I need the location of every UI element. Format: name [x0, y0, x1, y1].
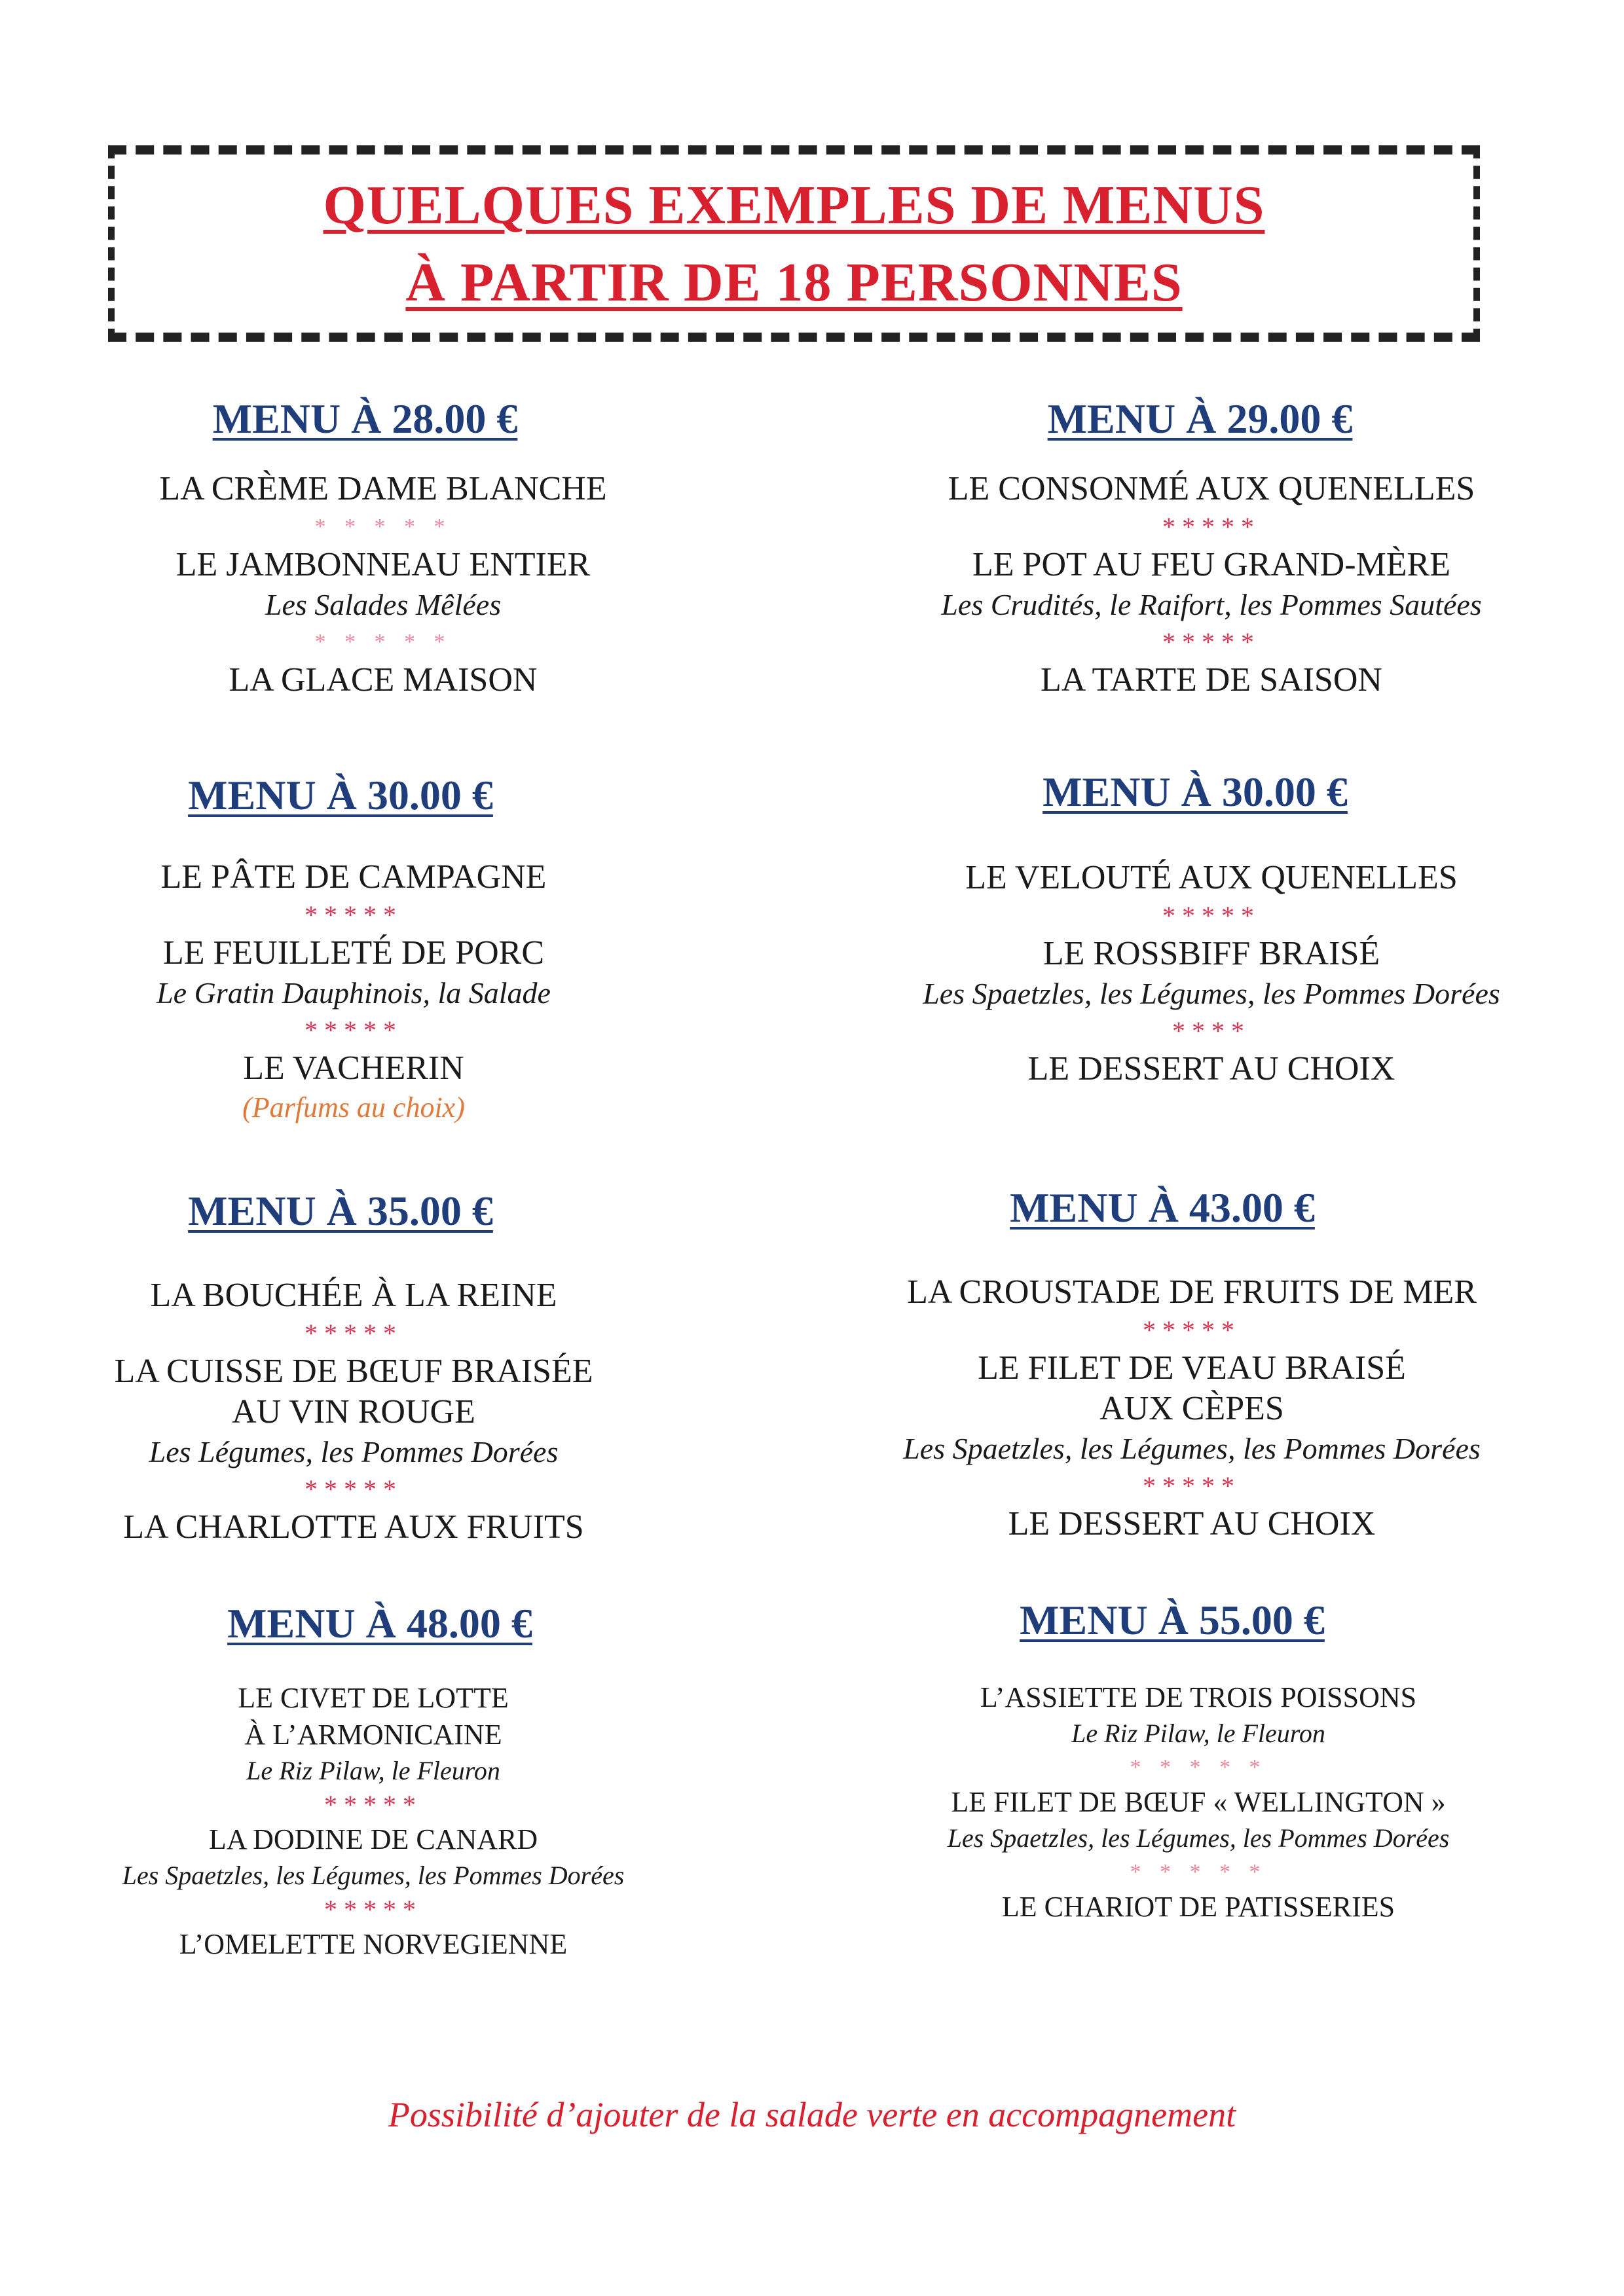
title-line-2: À PARTIR DE 18 PERSONNES	[405, 252, 1183, 313]
separator: *****	[1143, 1471, 1241, 1501]
menu-heading: MENU À 29.00 €	[1047, 395, 1353, 442]
separator: * * * * *	[314, 630, 452, 654]
main-course-line-2: AUX CÈPES	[1099, 1390, 1284, 1427]
main-side: Le Gratin Dauphinois, la Salade	[157, 976, 551, 1010]
menu-35	[39, 1185, 668, 1548]
separator: ****	[1172, 1016, 1251, 1046]
menu-55	[864, 1594, 1532, 1925]
separator: *****	[304, 900, 403, 930]
starter: LA BOUCHÉE À LA REINE	[150, 1277, 557, 1314]
menu-29	[851, 393, 1572, 701]
separator: *****	[1162, 512, 1261, 541]
main-side: Les Spaetzles, les Légumes, les Pommes Dorées	[947, 1823, 1450, 1853]
dessert: LE DESSERT AU CHOIX	[1008, 1505, 1376, 1542]
main-course: LE POT AU FEU GRAND-MÈRE	[972, 546, 1450, 583]
starter-line-1: LE CIVET DE LOTTE	[238, 1682, 509, 1714]
main-side: Les Spaetzles, les Légumes, les Pommes Dorées	[923, 977, 1500, 1010]
menu-heading: MENU À 28.00 €	[212, 395, 518, 442]
main-side: Les Crudités, le Raifort, les Pommes Sautées	[941, 588, 1482, 621]
separator: * * * * *	[314, 515, 452, 539]
menu-heading: MENU À 35.00 €	[188, 1188, 493, 1234]
separator: *****	[304, 1474, 403, 1504]
menu-heading: MENU À 43.00 €	[1010, 1184, 1315, 1231]
starter: L’ASSIETTE DE TROIS POISSONS	[980, 1681, 1417, 1713]
footer-note: Possibilité d’ajouter de la salade verte en accompagnement	[388, 2095, 1236, 2134]
separator: *****	[1143, 1315, 1241, 1345]
separator: *****	[324, 1895, 422, 1924]
menu-48	[79, 1597, 668, 1963]
main-course-line-1: LA CUISSE DE BŒUF BRAISÉE	[114, 1353, 593, 1390]
menu-28	[56, 393, 710, 701]
separator: *****	[1162, 901, 1261, 930]
starter: LA CRÈME DAME BLANCHE	[159, 470, 607, 507]
dessert: LA GLACE MAISON	[229, 661, 538, 699]
menu-30-b	[851, 766, 1572, 1089]
main-course-line-2: AU VIN ROUGE	[232, 1393, 475, 1430]
main-course: LE FILET DE BŒUF « WELLINGTON »	[951, 1786, 1446, 1818]
main-course-line-1: LE FILET DE VEAU BRAISÉ	[978, 1349, 1406, 1387]
main-course: LA DODINE DE CANARD	[208, 1823, 538, 1855]
starter: LE CONSONMÉ AUX QUENELLES	[948, 470, 1475, 507]
menu-30-a	[39, 769, 668, 1127]
dessert: LA CHARLOTTE AUX FRUITS	[123, 1508, 584, 1546]
dessert: LE VACHERIN	[243, 1049, 464, 1087]
dessert: L’OMELETTE NORVEGIENNE	[179, 1928, 568, 1960]
separator: * * * * *	[1130, 1860, 1267, 1884]
starter: LE PÂTE DE CAMPAGNE	[160, 858, 547, 896]
dessert-note: (Parfums au choix)	[242, 1091, 465, 1123]
dessert: LA TARTE DE SAISON	[1041, 661, 1382, 699]
main-side: Les Salades Mêlées	[265, 588, 502, 621]
menu-heading: MENU À 48.00 €	[227, 1600, 532, 1647]
title-line-1: QUELQUES EXEMPLES DE MENUS	[323, 175, 1265, 236]
page-title	[108, 167, 1480, 321]
menu-heading: MENU À 30.00 €	[1043, 769, 1348, 815]
main-side: Les Légumes, les Pommes Dorées	[149, 1435, 559, 1468]
separator: * * * * *	[1130, 1755, 1267, 1779]
starter: LE VELOUTÉ AUX QUENELLES	[965, 859, 1458, 896]
main-side: Les Spaetzles, les Légumes, les Pommes Dorées	[122, 1861, 625, 1890]
starter-side: Le Riz Pilaw, le Fleuron	[1071, 1719, 1325, 1748]
separator: *****	[1162, 627, 1261, 657]
menu-43	[832, 1182, 1552, 1544]
separator: *****	[324, 1790, 422, 1819]
dessert: LE DESSERT AU CHOIX	[1027, 1050, 1395, 1087]
main-course: LE ROSSBIFF BRAISÉ	[1043, 935, 1380, 972]
separator: *****	[304, 1319, 403, 1348]
starter-side: Le Riz Pilaw, le Fleuron	[246, 1756, 500, 1785]
separator: *****	[304, 1015, 403, 1045]
main-course: LE JAMBONNEAU ENTIER	[175, 546, 591, 583]
dessert: LE CHARIOT DE PATISSERIES	[1001, 1891, 1395, 1923]
menu-heading: MENU À 30.00 €	[188, 772, 493, 818]
main-course: LE FEUILLETÉ DE PORC	[162, 934, 545, 972]
menu-heading: MENU À 55.00 €	[1020, 1597, 1325, 1643]
main-side: Les Spaetzles, les Légumes, les Pommes Dorées	[903, 1432, 1481, 1465]
starter: LA CROUSTADE DE FRUITS DE MER	[907, 1273, 1477, 1311]
starter-line-2: À L’ARMONICAINE	[244, 1719, 502, 1751]
